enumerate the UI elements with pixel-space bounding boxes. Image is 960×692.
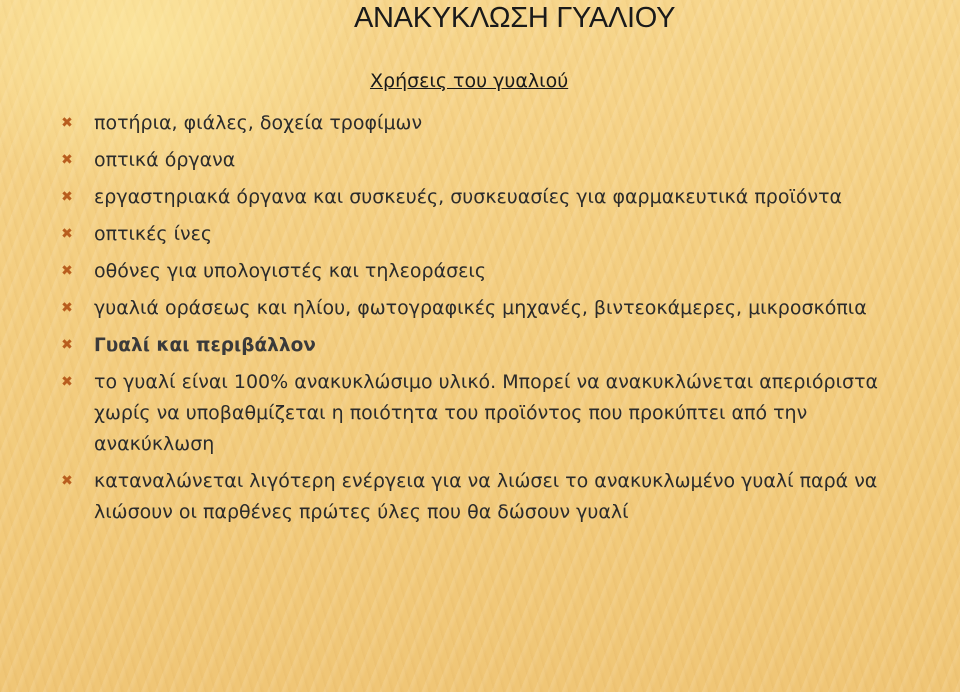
bullet-text: οπτικές ίνες bbox=[94, 223, 213, 245]
x-mark-icon: ✖ bbox=[61, 189, 73, 205]
section-heading-text: Γυαλί και περιβάλλον bbox=[94, 335, 316, 356]
bullet-item bbox=[58, 145, 918, 176]
x-mark-icon: ✖ bbox=[61, 115, 73, 131]
slide-title: ΑΝΑΚΥΚΛΩΣΗ ΓΥΑΛΙΟΥ bbox=[354, 2, 676, 34]
bullet-text: καταναλώνεται λιγότερη ενέργεια για να λιώσει το ανακυκλωμένο γυαλί παρά να λιώσουν οι παρθένες πρώτες ύλες που θα δώσουν γυαλί bbox=[94, 470, 878, 523]
bullet-item bbox=[58, 367, 918, 460]
x-mark-icon: ✖ bbox=[61, 152, 73, 168]
x-mark-icon: ✖ bbox=[61, 473, 73, 489]
x-mark-icon: ✖ bbox=[61, 226, 73, 242]
bullet-item bbox=[58, 293, 918, 324]
bullet-text: γυαλιά οράσεως και ηλίου, φωτογραφικές μηχανές, βιντεοκάμερες, μικροσκόπια bbox=[94, 297, 867, 319]
bullet-item bbox=[58, 108, 918, 139]
bullet-text: οπτικά όργανα bbox=[94, 149, 236, 171]
bullet-text: ποτήρια, φιάλες, δοχεία τροφίμων bbox=[94, 112, 423, 134]
bullet-text: το γυαλί είναι 100% ανακυκλώσιμο υλικό. Μπορεί να ανακυκλώνεται απεριόριστα χωρίς να υποβαθμίζεται η ποιότητα του προϊόντος που προκύπτει από την ανακύκλωση bbox=[94, 371, 879, 455]
bullet-item bbox=[58, 219, 918, 250]
bullet-text: εργαστηριακά όργανα και συσκευές, συσκευασίες για φαρμακευτικά προϊόντα bbox=[94, 186, 843, 208]
bullet-item bbox=[58, 466, 918, 528]
bullet-item bbox=[58, 256, 918, 287]
x-mark-icon: ✖ bbox=[61, 374, 73, 390]
section-heading bbox=[58, 330, 918, 361]
bullet-item bbox=[58, 182, 918, 213]
bullet-list bbox=[58, 108, 918, 534]
x-mark-icon: ✖ bbox=[61, 263, 73, 279]
bullet-text: οθόνες για υπολογιστές και τηλεοράσεις bbox=[94, 260, 487, 282]
x-mark-icon: ✖ bbox=[61, 337, 73, 353]
x-mark-icon: ✖ bbox=[61, 300, 73, 316]
slide-subtitle: Χρήσεις του γυαλιού bbox=[370, 70, 569, 92]
